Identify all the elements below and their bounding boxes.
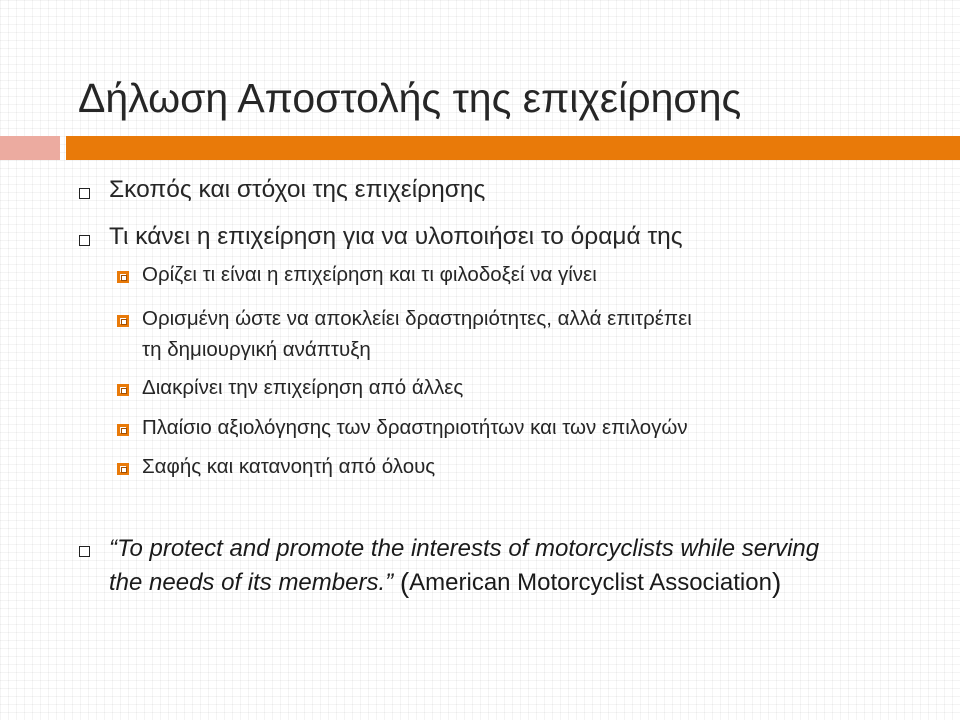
sub-bullet-distinguishes: Διακρίνει την επιχείρηση από άλλες [142,376,464,399]
orange-square-bullet-icon [117,424,129,436]
orange-square-bullet-icon [117,384,129,396]
quote-open-mark: “ [109,535,117,562]
sub-bullet-framework: Πλαίσιο αξιολόγησης των δραστηριοτήτων και των επιλογών [142,416,688,439]
orange-square-bullet-icon [117,271,129,283]
mission-quote-line-1 [109,535,819,563]
quote-close-mark: ” [385,569,394,596]
paren-close: ) [771,567,782,598]
sub-bullet-defined-line-2: τη δημιουργική ανάπτυξη [142,338,371,361]
hollow-square-bullet-icon [79,546,90,557]
bullet-what-it-does: Τι κάνει η επιχείρηση για να υλοποιήσει το όραμά της [109,223,683,250]
sub-bullet-clear: Σαφής και κατανοητή από όλους [142,455,436,478]
orange-square-bullet-icon [117,315,129,327]
hollow-square-bullet-icon [79,235,90,246]
paren-open: ( [399,567,410,598]
quote-attribution: American Motorcyclist Association [409,569,772,596]
orange-square-bullet-icon [117,463,129,475]
quote-text-line-1: To protect and promote the interests of motorcyclists while serving [117,535,820,562]
mission-quote-line-2 [109,567,781,599]
hollow-square-bullet-icon [79,188,90,199]
sub-bullet-defined-line-1: Ορισμένη ώστε να αποκλείει δραστηριότητες, αλλά επιτρέπει [142,307,692,330]
quote-text-line-2: the needs of its members. [109,569,386,596]
slide-title: Δήλωση Αποστολής της επιχείρησης [78,75,742,122]
sub-bullet-defines: Ορίζει τι είναι η επιχείρηση και τι φιλοδοξεί να γίνει [142,263,597,286]
bullet-purpose: Σκοπός και στόχοι της επιχείρησης [109,176,486,203]
